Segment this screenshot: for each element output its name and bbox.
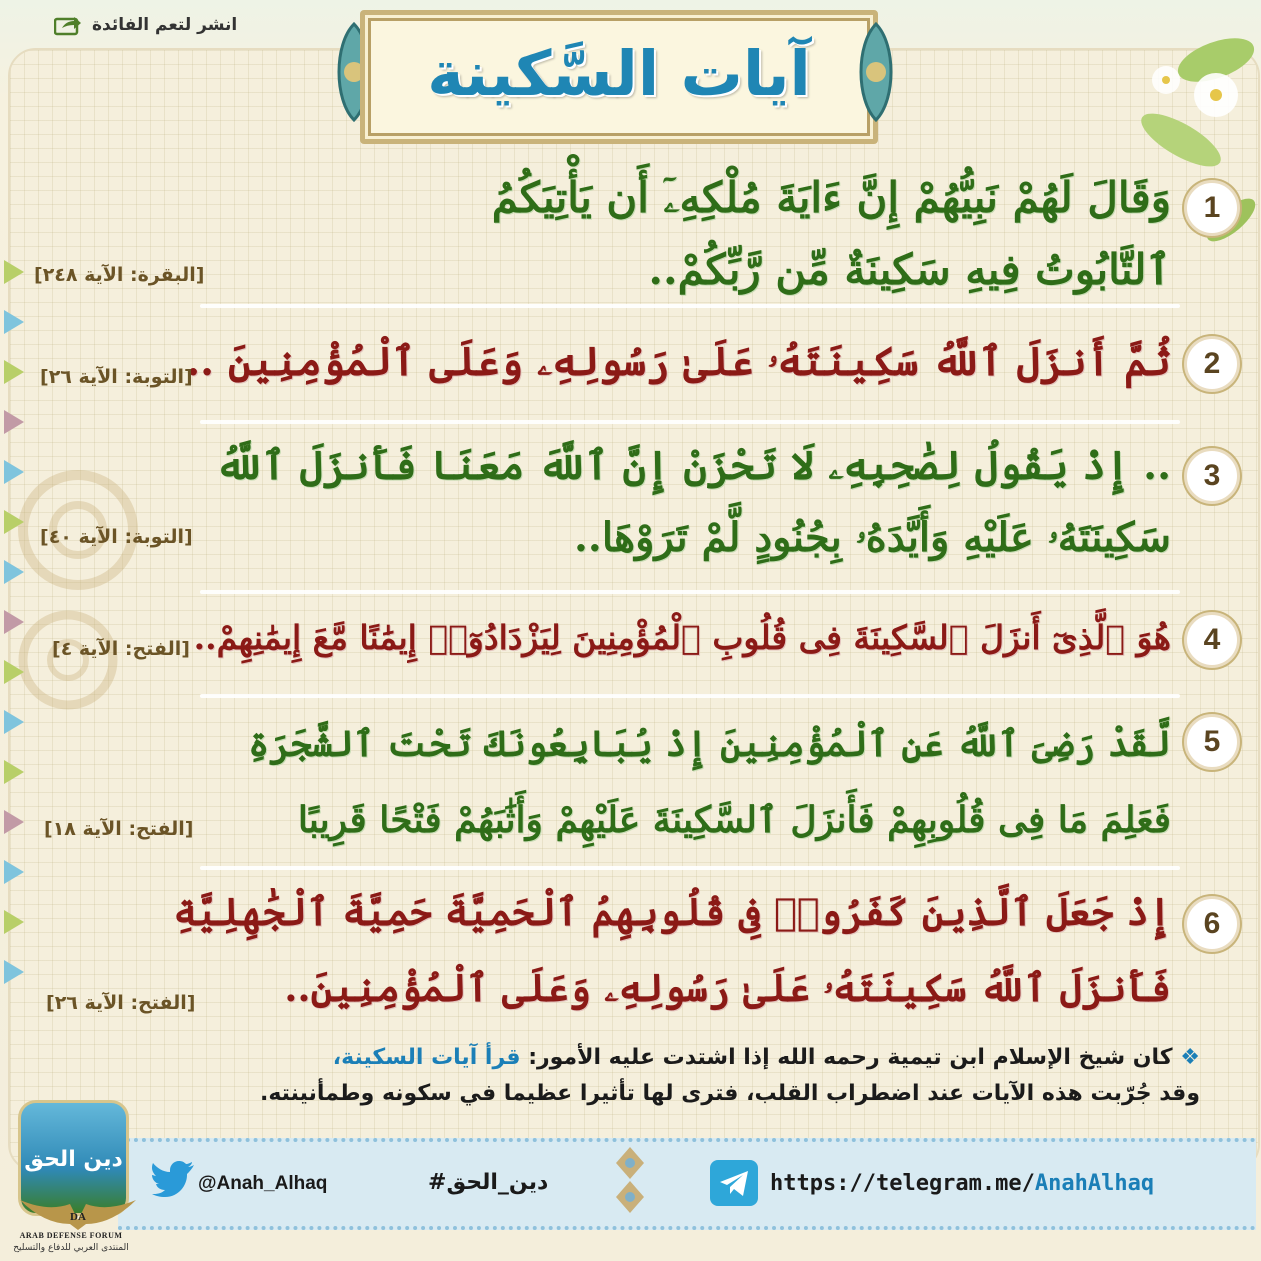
telegram-link[interactable] — [770, 1171, 1154, 1196]
verse-number: 6 — [1184, 896, 1240, 952]
verse-text — [194, 602, 1171, 674]
forum-logo-letters: DA — [70, 1211, 86, 1223]
verse-number: 4 — [1184, 612, 1240, 668]
telegram-prefix: https://telegram.me/ — [770, 1171, 1035, 1196]
verse-line: إِذْ جَعَلَ ٱلَّذِينَ كَفَرُوا۟ فِى قُلُوبِهِمُ ٱلْحَمِيَّةَ حَمِيَّةَ ٱلْجَٰهِلِيَّةِ — [173, 889, 1171, 934]
hashtag[interactable]: #دين_الحق — [428, 1170, 549, 1195]
telegram-icon[interactable] — [710, 1160, 758, 1206]
side-markers — [0, 250, 30, 1020]
ibn-taymiyyah-note — [170, 1040, 1200, 1112]
verse-text — [173, 874, 1171, 1026]
ornament-right-icon — [852, 20, 900, 124]
diamond-bullet-icon: ❖ — [1180, 1045, 1200, 1070]
title-frame — [330, 4, 900, 144]
verse-number: 2 — [1184, 336, 1240, 392]
note-line-2: وقد جُرّبت هذه الآيات عند اضطراب القلب، فترى لها تأثيرا عظيما في سكونه وطمأنينته. — [259, 1081, 1200, 1106]
forum-subtitle: المنتدى العربي للدفاع والتسليح — [13, 1243, 129, 1253]
verse-line: لَّقَدْ رَضِىَ ٱللَّهُ عَنِ ٱلْمُؤْمِنِينَ إِذْ يُبَايِعُونَكَ تَحْتَ ٱلشَّجَرَةِ — [248, 723, 1171, 765]
verse-line: فَأَنزَلَ ٱللَّهُ سَكِينَتَهُۥ عَلَىٰ رَسُولِهِۦ وَعَلَى ٱلْمُؤْمِنِينَ.. — [284, 965, 1171, 1010]
verse-text — [248, 706, 1171, 858]
verse-number: 1 — [1184, 180, 1240, 236]
separator — [200, 866, 1180, 870]
verse-text — [186, 326, 1171, 398]
verse-line: هُوَ ٱلَّذِىٓ أَنزَلَ ٱلسَّكِينَةَ فِى قُلُوبِ ٱلْمُؤْمِنِينَ لِيَزْدَادُوٓا۟ إِيمَٰنًا مَّعَ إِيمَٰنِهِمْ.. — [193, 618, 1171, 657]
verse-reference: [الفتح: الآية ١٨] — [44, 818, 194, 840]
separator — [200, 420, 1180, 424]
verse-number: 3 — [1184, 448, 1240, 504]
title-box — [360, 10, 878, 144]
separator — [200, 694, 1180, 698]
twitter-icon[interactable] — [152, 1159, 196, 1199]
verse-line: سَكِينَتَهُۥ عَلَيْهِ وَأَيَّدَهُۥ بِجُنُودٍ لَّمْ تَرَوْهَا.. — [574, 514, 1171, 561]
telegram-channel: AnahAlhaq — [1034, 1171, 1155, 1196]
badge-text: دين الحق — [24, 1147, 123, 1172]
verse-reference: [الفتح: الآية ٢٦] — [46, 992, 196, 1014]
note-line-1 — [170, 1040, 1200, 1076]
verse-reference: [البقرة: الآية ٢٤٨] — [34, 264, 205, 286]
separator — [200, 304, 1180, 308]
note-text: كان شيخ الإسلام ابن تيمية رحمه الله إذا اشتدت عليه الأمور: — [520, 1045, 1181, 1070]
verse-reference: [التوبة: الآية ٢٦] — [40, 366, 193, 388]
share-icon — [54, 14, 82, 36]
share-link[interactable] — [54, 14, 237, 36]
verse-reference: [التوبة: الآية ٤٠] — [40, 526, 193, 548]
verse-line: وَقَالَ لَهُمْ نَبِيُّهُمْ إِنَّ ءَايَةَ مُلْكِهِۦٓ أَن يَأْتِيَكُمُ — [491, 173, 1171, 222]
separator — [200, 590, 1180, 594]
page-title: آيات السَّكينة — [427, 37, 811, 110]
forum-name: ARAB DEFENSE FORUM — [19, 1231, 123, 1240]
verse-line: .. إِذْ يَقُولُ لِصَٰحِبِهِۦ لَا تَحْزَنْ إِنَّ ٱللَّهَ مَعَنَا فَأَنزَلَ ٱللَّهُ — [215, 442, 1171, 489]
verse-line: ٱلتَّابُوتُ فِيهِ سَكِينَةٌ مِّن رَّبِّكُمْ.. — [648, 245, 1171, 294]
twitter-handle[interactable]: @Anah_Alhaq — [198, 1173, 328, 1194]
verse-line: ثُمَّ أَنزَلَ ٱللَّهُ سَكِينَتَهُۥ عَلَىٰ رَسُولِهِۦ وَعَلَى ٱلْمُؤْمِنِينَ .. — [186, 338, 1171, 385]
verse-number: 5 — [1184, 714, 1240, 770]
verse-text — [215, 430, 1171, 574]
verse-text — [492, 162, 1171, 306]
verse-reference: [الفتح: الآية ٤] — [52, 638, 190, 660]
note-highlight: قرأ آيات السكينة، — [332, 1045, 521, 1070]
ornament-center-icon — [600, 1145, 660, 1215]
share-text: انشر لتعم الفائدة — [92, 15, 238, 35]
verse-line: فَعَلِمَ مَا فِى قُلُوبِهِمْ فَأَنزَلَ ٱلسَّكِينَةَ عَلَيْهِمْ وَأَثَٰبَهُمْ فَتْحًا قَرِيبًا — [297, 799, 1171, 841]
